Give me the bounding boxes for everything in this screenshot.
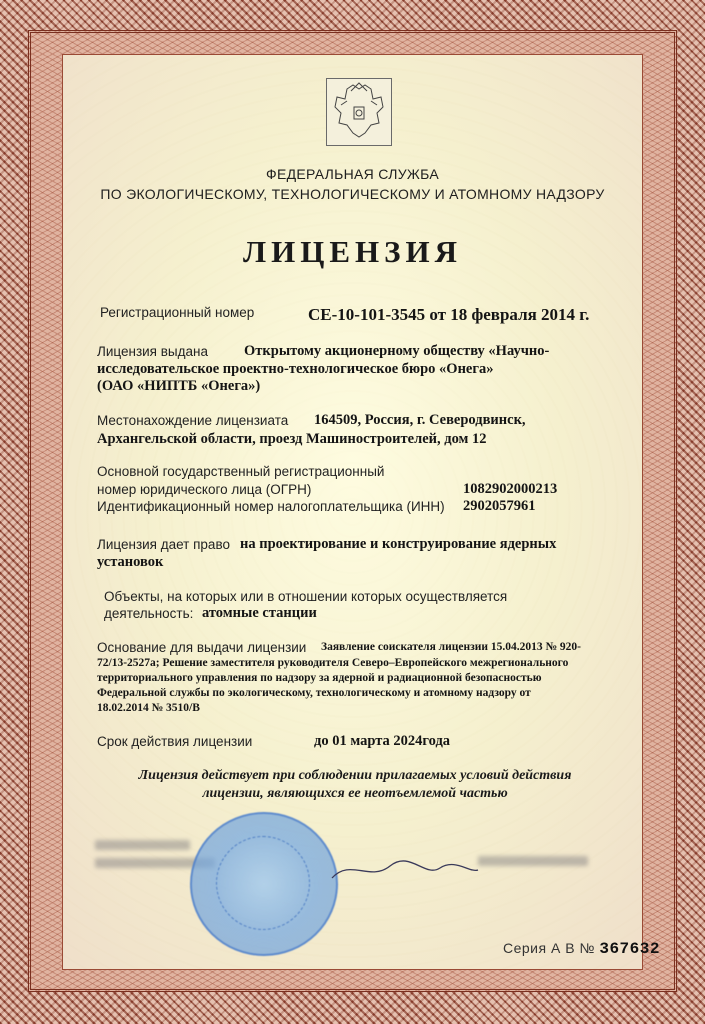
basis-line5: 18.02.2014 № 3510/В: [97, 702, 200, 714]
seal-inner-ring: [216, 836, 310, 930]
document-title: ЛИЦЕНЗИЯ: [243, 234, 462, 269]
ogrn-label-line1: Основной государственный регистрационный: [97, 464, 385, 479]
location-value-line1: 164509, Россия, г. Северодвинск,: [314, 412, 526, 428]
inn-label: Идентификационный номер налогоплательщика (ИНН): [97, 499, 445, 514]
basis-line3: территориального управления по надзору за ядерной и радиационной безопасностью: [97, 672, 542, 684]
ogrn-value: 1082902000213: [463, 481, 558, 497]
conditions-note-line1: Лицензия действует при соблюдении прилагаемых условий действия: [138, 768, 572, 783]
objects-label-line2: деятельность:: [104, 606, 194, 621]
registration-label: Регистрационный номер: [100, 305, 255, 320]
agency-name-line2: ПО ЭКОЛОГИЧЕСКОМУ, ТЕХНОЛОГИЧЕСКОМУ И АТОМНОМУ НАДЗОРУ: [100, 186, 605, 202]
redacted-signatory-name: [478, 856, 588, 866]
objects-label-line1: Объекты, на которых или в отношении которых осуществляется: [104, 589, 508, 604]
issued-to-value-line2: исследовательское проектно-технологическое бюро «Онега»: [97, 361, 494, 377]
registration-number: СЕ-10-101-3545 от 18 февраля 2014 г.: [308, 305, 590, 324]
issued-to-value-line1: Открытому акционерному обществу «Научно-: [244, 343, 550, 359]
location-value-line2: Архангельской области, проезд Машиностроителей, дом 12: [97, 431, 487, 447]
basis-label: Основание для выдачи лицензии: [97, 640, 307, 655]
signature: [330, 848, 480, 888]
objects-value: атомные станции: [202, 605, 317, 621]
right-value-line1: на проектирование и конструирование ядерных: [240, 536, 557, 552]
basis-line4: Федеральной службы по экологическому, технологическому и атомному надзору от: [97, 687, 531, 699]
coat-of-arms-icon: [326, 78, 392, 146]
right-label: Лицензия дает право: [97, 537, 230, 552]
form-series: [503, 940, 660, 958]
location-label: Местонахождение лицензиата: [97, 413, 289, 428]
issued-to-label: Лицензия выдана: [97, 344, 208, 359]
issued-to-value-line3: (ОАО «НИПТБ «Онега»): [97, 378, 261, 394]
official-seal: [190, 812, 338, 956]
conditions-note-line2: лицензии, являющихся ее неотъемлемой частью: [202, 786, 508, 801]
inn-value: 2902057961: [463, 498, 536, 514]
validity-value: до 01 марта 2024года: [314, 733, 451, 749]
series-label: Серия А В №: [503, 940, 595, 956]
agency-name-line1: ФЕДЕРАЛЬНАЯ СЛУЖБА: [266, 166, 439, 182]
basis-line1: Заявление соискателя лицензии 15.04.2013 № 920-: [321, 641, 581, 653]
validity-label: Срок действия лицензии: [97, 734, 253, 749]
right-value-line2: установок: [97, 554, 164, 570]
redacted-signatory-position-line1: [95, 840, 190, 850]
basis-line2: 72/13-2527а; Решение заместителя руководителя Северо–Европейского межрегионального: [97, 657, 569, 669]
ogrn-label-line2: номер юридического лица (ОГРН): [97, 482, 312, 497]
series-number: 367632: [599, 940, 660, 958]
